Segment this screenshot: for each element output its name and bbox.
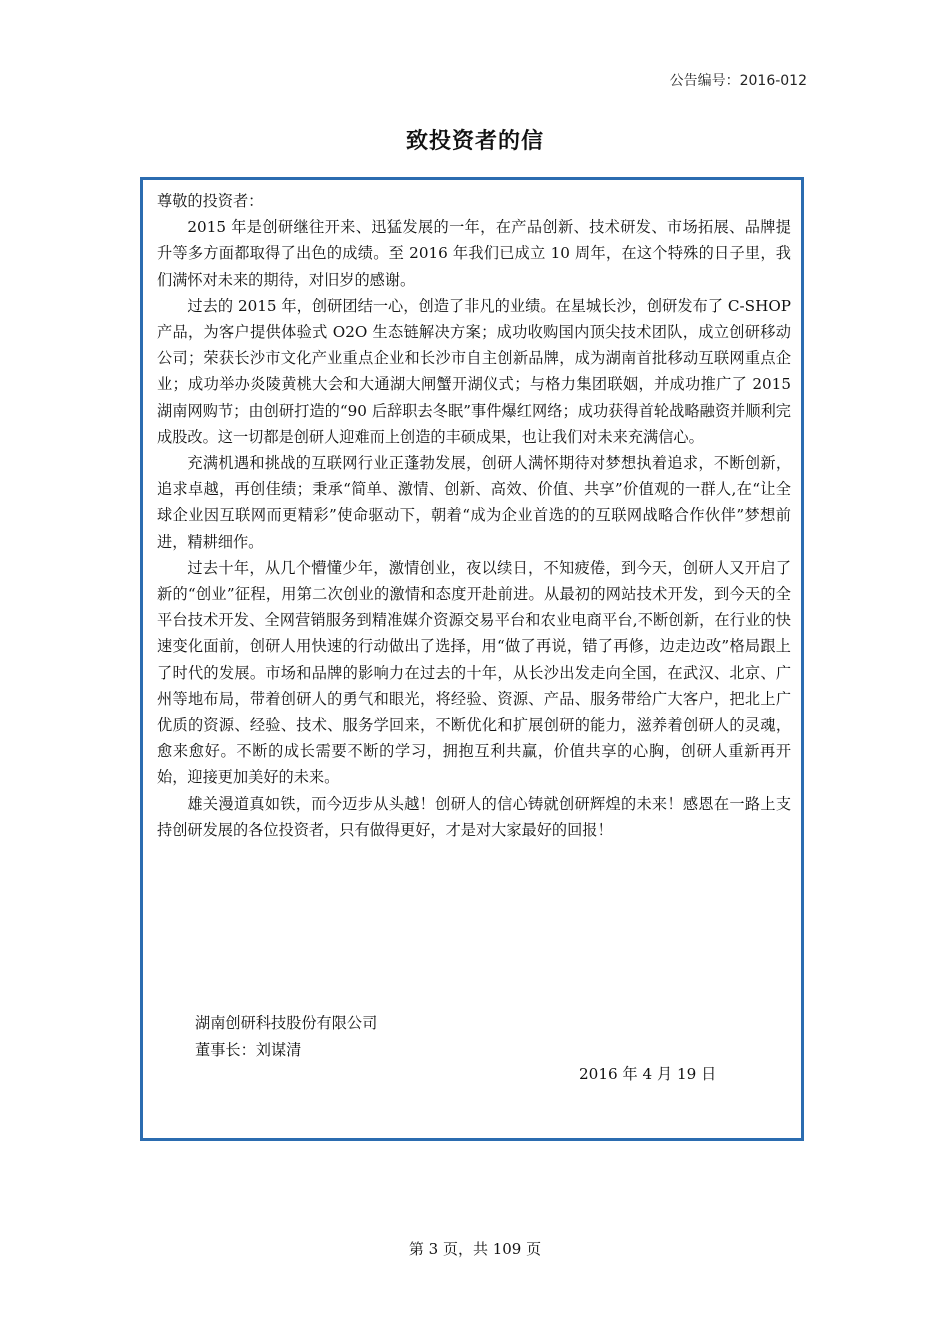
- salutation: 尊敬的投资者：: [157, 192, 264, 210]
- signature-company: 湖南创研科技股份有限公司: [195, 1014, 378, 1032]
- paragraph-1: 2015 年是创研继往开来、迅猛发展的一年，在产品创新、技术研发、市场拓展、品牌提升等多方面都取得了出色的成绩。至 2016 年我们已成立 10 周年，在这个特殊的日子里，我们满怀对未来的期待，对旧岁的感谢。: [157, 218, 791, 289]
- announcement-number: 公告编号：2016-012: [669, 73, 807, 89]
- signature-chairman: 董事长：刘谋清: [195, 1041, 302, 1059]
- page-title: 致投资者的信: [405, 129, 544, 154]
- paragraph-5: 雄关漫道真如铁，而今迈步从头越！创研人的信心铸就创研辉煌的未来！感恩在一路上支持创研发展的各位投资者，只有做得更好，才是对大家最好的回报！: [157, 794, 791, 839]
- paragraph-4: 过去十年，从几个懵懂少年，激情创业，夜以续日，不知疲倦，到今天，创研人又开启了新的“创业”征程，用第二次创业的激情和态度开赴前进。从最初的网站技术开发，到今天的全平台技术开发、全网营销服务到精准媒介资源交易平台和农业电商平台,不断创新，在行业的快速变化面前，创研人用快速的行动做出了选择，用“做了再说，错了再修，边走边改”格局跟上了时代的发展。市场和品牌的影响力在过去的十年，从长沙出发走向全国，在武汉、北京、广州等地布局，带着创研人的勇气和眼光，将经验、资源、产品、服务带给广大客户，把北上广优质的资源、经验、技术、服务学回来，不断优化和扩展创研的能力，滋养着创研人的灵魂，愈来愈好。不断的成长需要不断的学习，拥抱互利共赢，价值共享的心胸，创研人重新再开始，迎接更加美好的未来。: [157, 558, 791, 787]
- signature-date: 2016 年 4 月 19 日: [579, 1065, 717, 1083]
- letter-text: [157, 188, 791, 843]
- page-footer: 第 3 页，共 109 页: [408, 1240, 542, 1258]
- paragraph-2: 过去的 2015 年，创研团结一心，创造了非凡的业绩。在星城长沙，创研发布了 C-SHOP 产品，为客户提供体验式 O2O 生态链解决方案；成功收购国内顶尖技术团队，成立创研移动公司；荣获长沙市文化产业重点企业和长沙市自主创新品牌，成为湖南首批移动互联网重点企业；成功举办炎陵黄桃大会和大通湖大闸蟹开湖仪式；与格力集团联姻，并成功推广了 2015 湖南网购节；由创研打造的“90 后辞职去冬眠”事件爆红网络；成功获得首轮战略融资并顺利完成股改。这一切都是创研人迎难而上创造的丰硕成果，也让我们对未来充满信心。: [157, 296, 791, 446]
- letter-panel: [140, 177, 804, 1141]
- paragraph-3: 充满机遇和挑战的互联网行业正蓬勃发展，创研人满怀期待对梦想执着追求，不断创新，追求卓越，再创佳绩；秉承“简单、激情、创新、高效、价值、共享”价值观的一群人,在“让全球企业因互联网而更精彩”使命驱动下，朝着“成为企业首选的的互联网战略合作伙伴”梦想前进，精耕细作。: [157, 454, 791, 551]
